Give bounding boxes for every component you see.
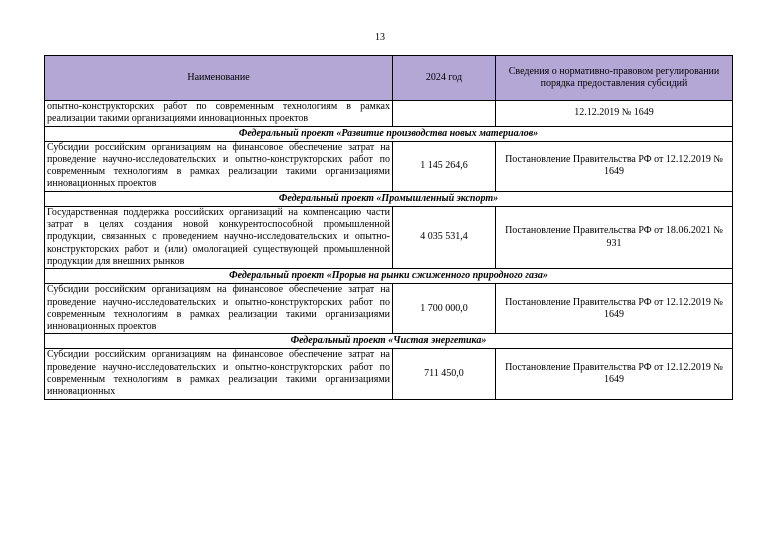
project-title: Федеральный проект «Развитие производства новых материалов» <box>45 126 733 141</box>
project-title: Федеральный проект «Чистая энергетика» <box>45 334 733 349</box>
project-title-row <box>45 191 733 206</box>
row-amount <box>393 101 496 127</box>
header-name: Наименование <box>45 56 393 101</box>
row-regulation: Постановление Правительства РФ от 12.12.2019 № 1649 <box>496 349 733 399</box>
row-amount: 4 035 531,4 <box>393 206 496 268</box>
table-row <box>45 349 733 399</box>
row-name: опытно-конструкторских работ по современным технологиям в рамках реализации такими организациями инновационных проектов <box>45 101 393 127</box>
project-title-row <box>45 269 733 284</box>
page-number: 13 <box>375 32 385 43</box>
row-name: Государственная поддержка российских организаций на компенсацию части затрат в целях создания новой конкурентоспособной промышленной продукции, связанных с проведением научно-исследовательских и опытно-конструкторских работ и (или) омологацией существующей промышленной продукции для внешних рынков <box>45 206 393 268</box>
header-year: 2024 год <box>393 56 496 101</box>
row-name: Субсидии российским организациям на финансовое обеспечение затрат на проведение научно-исследовательских и опытно-конструкторских работ по современным технологиям в рамках реализации такими организациями инновационных проектов <box>45 284 393 334</box>
row-regulation: 12.12.2019 № 1649 <box>496 101 733 127</box>
row-regulation: Постановление Правительства РФ от 18.06.2021 № 931 <box>496 206 733 268</box>
project-title: Федеральный проект «Промышленный экспорт» <box>45 191 733 206</box>
project-title: Федеральный проект «Прорыв на рынки сжиженного природного газа» <box>45 269 733 284</box>
table-row <box>45 206 733 268</box>
project-title-row <box>45 334 733 349</box>
row-name: Субсидии российским организациям на финансовое обеспечение затрат на проведение научно-исследовательских и опытно-конструкторских работ по современным технологиям в рамках реализации такими организациями инновационных <box>45 349 393 399</box>
table-row-continuation <box>45 101 733 127</box>
row-amount: 1 700 000,0 <box>393 284 496 334</box>
project-title-row <box>45 126 733 141</box>
row-amount: 711 450,0 <box>393 349 496 399</box>
row-regulation: Постановление Правительства РФ от 12.12.2019 № 1649 <box>496 284 733 334</box>
row-name: Субсидии российским организациям на финансовое обеспечение затрат на проведение научно-исследовательских и опытно-конструкторских работ по современным технологиям в рамках реализации такими организациями инновационных проектов <box>45 141 393 191</box>
row-amount: 1 145 264,6 <box>393 141 496 191</box>
table-row <box>45 141 733 191</box>
row-regulation: Постановление Правительства РФ от 12.12.2019 № 1649 <box>496 141 733 191</box>
header-regulation: Сведения о нормативно-правовом регулировании порядка предоставления субсидий <box>496 56 733 101</box>
table-header-row <box>45 56 733 101</box>
subsidies-table <box>44 55 733 400</box>
table-row <box>45 284 733 334</box>
